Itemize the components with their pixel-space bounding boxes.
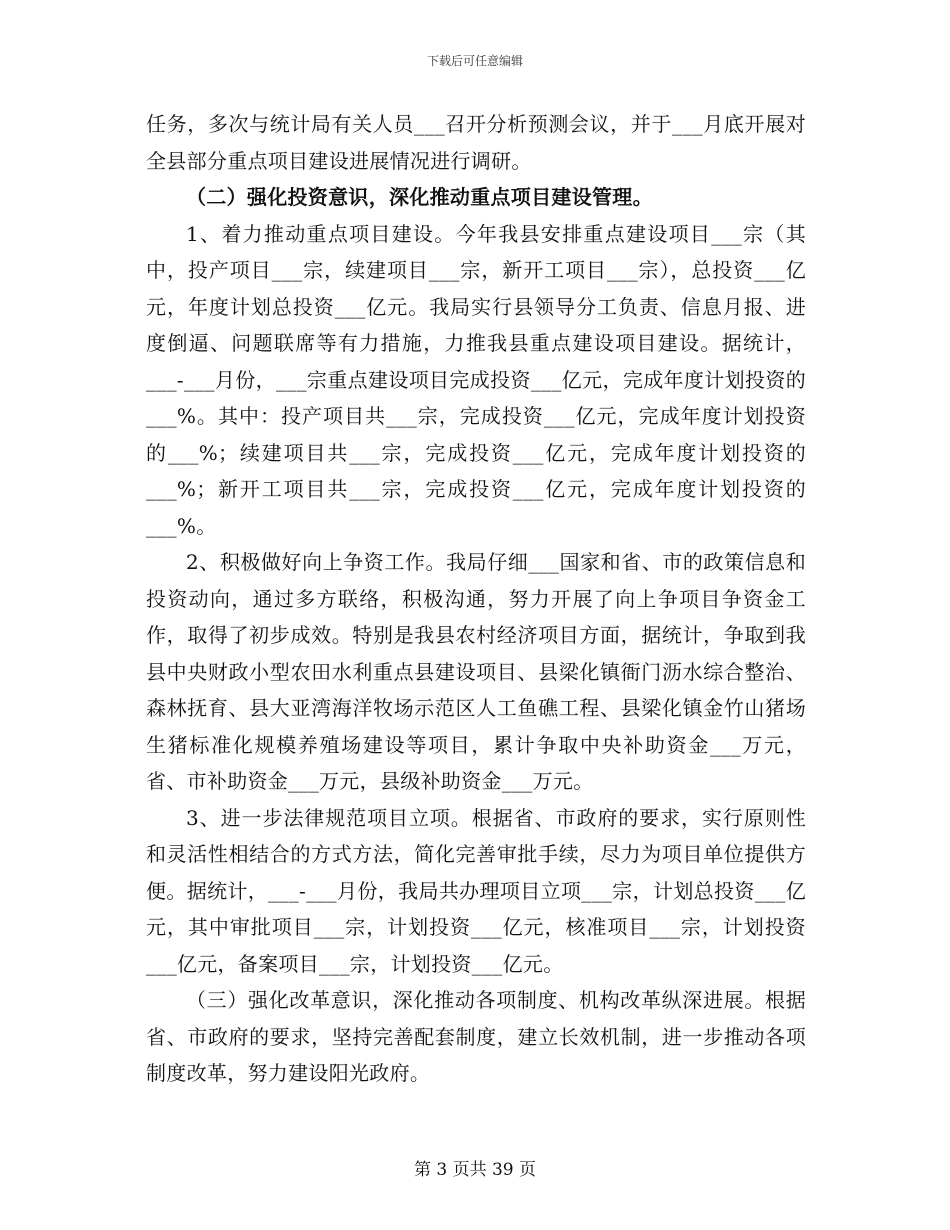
section-heading-2: （二）强化投资意识，深化推动重点项目建设管理。 <box>186 185 653 209</box>
paragraph-continuation: 任务，多次与统计局有关人员___召开分析预测会议，并于___月底开展对全县部分重点项目建设进展情况进行调研。 <box>146 112 806 173</box>
section-heading-3-paragraph: （三）强化改革意识，深化推动各项制度、机构改革纵深进展。根据省、市政府的要求，坚持完善配套制度，建立长效机制，进一步推动各项制度改革，努力建设阳光政府。 <box>146 988 806 1085</box>
paragraph-item-3: 3、进一步法律规范项目立项。根据省、市政府的要求，实行原则性和灵活性相结合的方式方法，简化完善审批手续，尽力为项目单位提供方便。据统计，___-___月份，我局共办理项目立项___宗，计划总投资___亿元，其中审批项目___宗，计划投资___亿元，核准项目___宗，计划投资___亿元，备案项目___宗，计划投资___亿元。 <box>146 805 806 976</box>
paragraph-item-1: 1、着力推动重点项目建设。今年我县安排重点建设项目___宗（其中，投产项目___宗，续建项目___宗，新开工项目___宗），总投资___亿元，年度计划总投资___亿元。我局实行县领导分工负责、信息月报、进度倒逼、问题联席等有力措施，力推我县重点建设项目建设。据统计，___-___月份，___宗重点建设项目完成投资___亿元，完成年度计划投资的___%。其中：投产项目共___宗，完成投资___亿元，完成年度计划投资的___%；续建项目共___宗，完成投资___亿元，完成年度计划投资的___%；新开工项目共___宗，完成投资___亿元，完成年度计划投资的___%。 <box>146 221 806 538</box>
document-body <box>146 106 806 1092</box>
page-number: 第 3 页共 39 页 <box>413 1160 537 1180</box>
header-note: 下载后可任意编辑 <box>426 54 523 68</box>
paragraph-item-2: 2、积极做好向上争资工作。我局仔细___国家和省、市的政策信息和投资动向，通过多方联络，积极沟通，努力开展了向上争项目争资金工作，取得了初步成效。特别是我县农村经济项目方面，据统计，争取到我县中央财政小型农田水利重点县建设项目、县梁化镇衙门沥水综合整治、森林抚育、县大亚湾海洋牧场示范区人工鱼礁工程、县梁化镇金竹山猪场生猪标准化规模养殖场建设等项目，累计争取中央补助资金___万元，省、市补助资金___万元，县级补助资金___万元。 <box>146 550 806 793</box>
